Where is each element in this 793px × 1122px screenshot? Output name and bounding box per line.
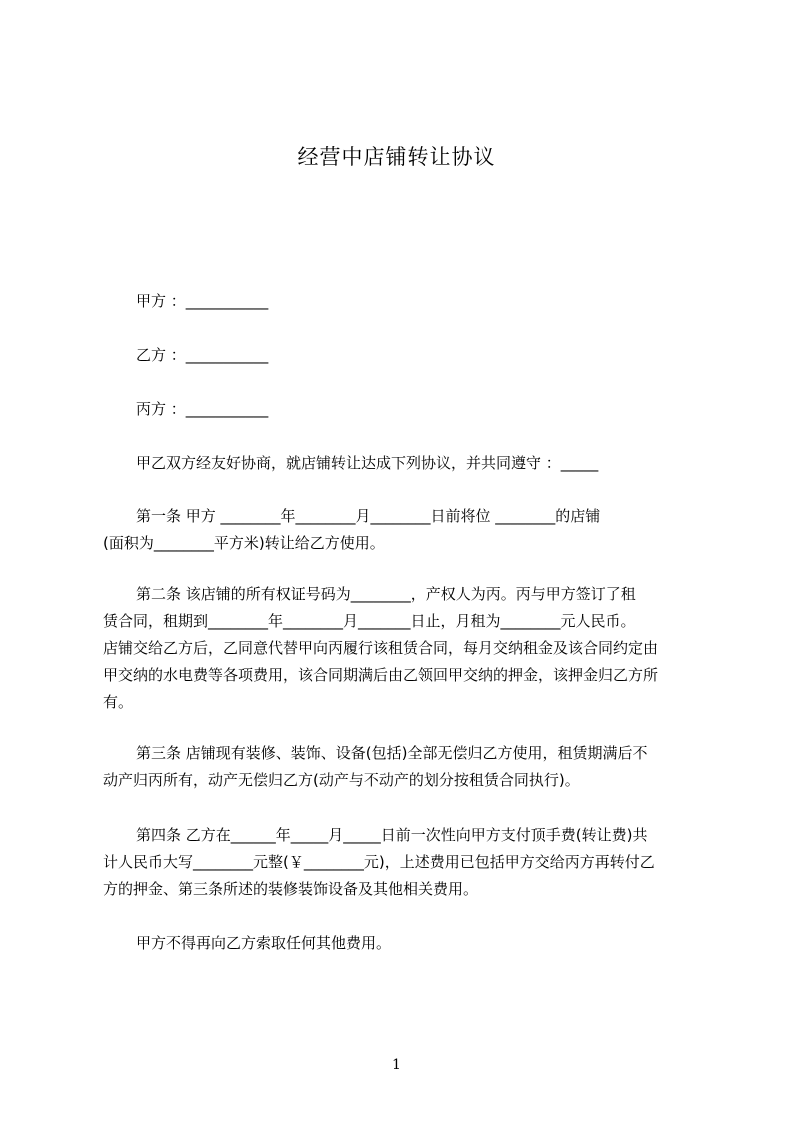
party-c-line: 丙方 ：___________ [136,400,269,418]
article4-line: 第四条 乙方在______年_____月_____日前一次性向甲方支付顶手费(转让费)共 [136,826,648,844]
party-a-line: 甲方 ：___________ [136,292,269,310]
article3-line: 第三条 店铺现有装修、装饰、设备(包括)全部无偿归乙方使用，租赁期满后不 [136,744,648,762]
page-number: 1 [392,1057,401,1073]
article2-line: 店铺交给乙方后，乙同意代替甲向丙履行该租赁合同，每月交纳租金及该合同约定由 [103,639,659,657]
article2-line: 第二条 该店铺的所有权证号码为________，产权人为丙。丙与甲方签订了租 [136,585,636,603]
article4-line: 方的押金、第三条所述的装修装饰设备及其他相关费用。 [103,880,479,898]
closing-line: 甲方不得再向乙方索取任何其他费用。 [136,934,392,952]
party-b-line: 乙方 ：___________ [136,346,269,364]
article3-line: 动产归丙所有，动产无偿归乙方(动产与不动产的划分按租赁合同执行)。 [103,771,580,789]
article2-line: 有。 [103,693,134,711]
article1-line: (面积为________平方米)转让给乙方使用。 [103,534,385,552]
article2-line: 赁合同，租期到________年________月_______日止，月租为________元人民币。 [103,612,636,630]
article2-line: 甲交纳的水电费等各项费用，该合同期满后由乙领回甲交纳的押金，该押金归乙方所 [103,666,659,684]
document-title: 经营中店铺转让协议 [297,145,496,169]
preamble: 甲乙双方经友好协商，就店铺转让达成下列协议，并共同遵守 ：_____ [136,454,599,472]
article4-line: 计人民币大写________元整(￥________元)，上述费用已包括甲方交给丙方再转付乙 [103,853,655,871]
article1-line: 第一条 甲方 ________年________月________日前将位 ________的店铺 [136,507,601,525]
